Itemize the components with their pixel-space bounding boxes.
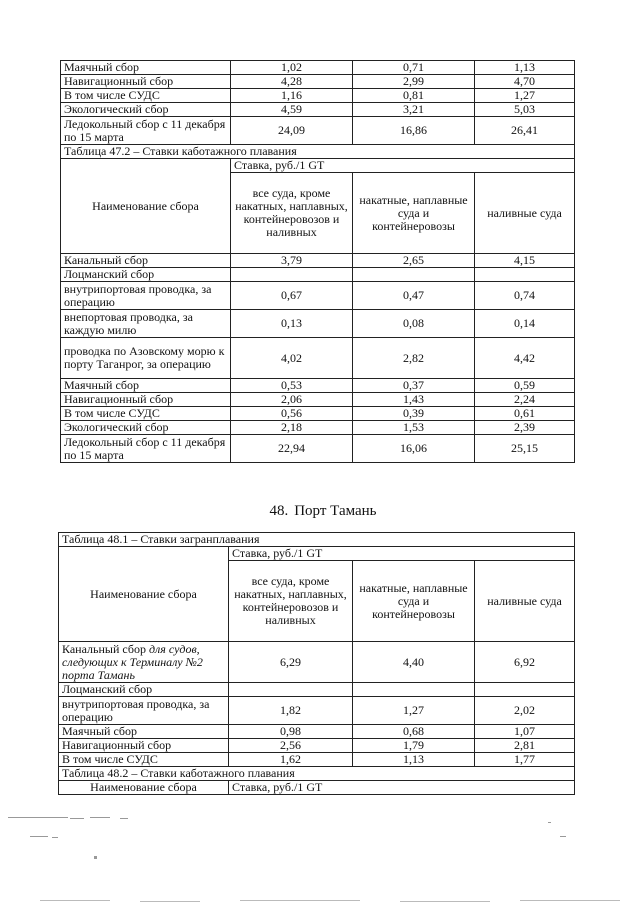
rate-value: 2,99 [353, 75, 475, 89]
rate-value: 1,02 [231, 61, 353, 75]
column-header-rate: Ставка, руб./1 GT [229, 547, 575, 561]
column-header-name: Наименование сбора [61, 159, 231, 254]
column-header-rate: Ставка, руб./1 GT [231, 159, 575, 173]
rate-value: 1,27 [475, 89, 575, 103]
rate-value: 1,16 [231, 89, 353, 103]
rate-value: 0,74 [475, 282, 575, 310]
rate-value: 22,94 [231, 435, 353, 463]
fee-name: проводка по Азовскому морю к порту Таганрог, за операцию [61, 338, 231, 379]
rate-value: 2,39 [475, 421, 575, 435]
rate-value: 2,65 [353, 254, 475, 268]
rate-value: 2,06 [231, 393, 353, 407]
rate-value: 1,13 [353, 753, 475, 767]
fee-name: Навигационный сбор [59, 739, 229, 753]
column-header-all-vessels: все суда, кроме накатных, наплавных, контейнеровозов и наливных [231, 173, 353, 254]
fee-name: Маячный сбор [61, 379, 231, 393]
fee-name: Канальный сбор [61, 254, 231, 268]
rate-value: 0,13 [231, 310, 353, 338]
rate-value: 2,56 [229, 739, 353, 753]
table-caption: Таблица 48.1 – Ставки загранплавания [59, 533, 575, 547]
fee-name: Лоцманский сбор [59, 683, 229, 697]
rate-value: 4,59 [231, 103, 353, 117]
rate-value: 1,79 [353, 739, 475, 753]
rate-value: 1,43 [353, 393, 475, 407]
fee-name: Экологический сбор [61, 103, 231, 117]
fee-name: внутрипортовая проводка, за операцию [59, 697, 229, 725]
rate-value: 3,79 [231, 254, 353, 268]
fee-name: Лоцманский сбор [61, 268, 231, 282]
fee-name: Ледокольный сбор с 11 декабря по 15 марта [61, 435, 231, 463]
rate-value: 0,14 [475, 310, 575, 338]
rate-value: 0,37 [353, 379, 475, 393]
rate-value: 1,13 [475, 61, 575, 75]
rate-value: 0,61 [475, 407, 575, 421]
rate-value: 6,29 [229, 642, 353, 683]
rate-value: 26,41 [475, 117, 575, 145]
rate-value: 4,28 [231, 75, 353, 89]
column-header-all-vessels: все суда, кроме накатных, наплавных, контейнеровозов и наливных [229, 561, 353, 642]
rate-value: 1,07 [475, 725, 575, 739]
rate-value: 0,98 [229, 725, 353, 739]
column-header-roro-container: накатные, наплавные суда и контейнеровозы [353, 173, 475, 254]
table-caption: Таблица 48.2 – Ставки каботажного плавания [59, 767, 575, 781]
rate-value: 2,18 [231, 421, 353, 435]
rate-value: 4,40 [353, 642, 475, 683]
rate-value: 16,06 [353, 435, 475, 463]
rate-value: 6,92 [475, 642, 575, 683]
rate-value: 0,53 [231, 379, 353, 393]
fee-name-text: Канальный сбор [62, 641, 146, 656]
rate-value: 0,39 [353, 407, 475, 421]
rate-value: 4,15 [475, 254, 575, 268]
rate-value: 0,68 [353, 725, 475, 739]
column-header-name: Наименование сбора [59, 781, 229, 795]
fee-name: внутрипортовая проводка, за операцию [61, 282, 231, 310]
rate-value: 1,82 [229, 697, 353, 725]
section-number: 48. [269, 503, 289, 519]
fee-name: В том числе СУДС [61, 407, 231, 421]
rate-value: 0,59 [475, 379, 575, 393]
column-header-name: Наименование сбора [59, 547, 229, 642]
rate-value: 1,27 [353, 697, 475, 725]
column-header-rate: Ставка, руб./1 GT [229, 781, 575, 795]
column-header-tankers: наливные суда [475, 561, 575, 642]
fee-name: Экологический сбор [61, 421, 231, 435]
rate-value: 2,81 [475, 739, 575, 753]
column-header-roro-container: накатные, наплавные суда и контейнеровозы [353, 561, 475, 642]
rate-value: 2,82 [353, 338, 475, 379]
rate-value: 3,21 [353, 103, 475, 117]
rate-value: 0,56 [231, 407, 353, 421]
fee-name: Навигационный сбор [61, 75, 231, 89]
rate-value: 1,77 [475, 753, 575, 767]
rate-value: 1,53 [353, 421, 475, 435]
rate-value: 0,71 [353, 61, 475, 75]
fee-name: Навигационный сбор [61, 393, 231, 407]
fee-name: В том числе СУДС [61, 89, 231, 103]
rate-value: 4,42 [475, 338, 575, 379]
fee-name: В том числе СУДС [59, 753, 229, 767]
rate-value: 0,47 [353, 282, 475, 310]
rate-value: 5,03 [475, 103, 575, 117]
rate-value: 4,02 [231, 338, 353, 379]
rate-value: 2,24 [475, 393, 575, 407]
fee-note: для судов, следующих к Терминалу №2 порта Тамань [62, 641, 203, 682]
rate-value: 25,15 [475, 435, 575, 463]
rate-value: 0,67 [231, 282, 353, 310]
rate-value: 0,08 [353, 310, 475, 338]
rate-value: 24,09 [231, 117, 353, 145]
section-title: Порт Тамань [294, 503, 377, 519]
rate-value: 2,02 [475, 697, 575, 725]
rate-value: 16,86 [353, 117, 475, 145]
fee-name: Ледокольный сбор с 11 декабря по 15 марта [61, 117, 231, 145]
column-header-tankers: наливные суда [475, 173, 575, 254]
rate-value: 4,70 [475, 75, 575, 89]
rate-value: 1,62 [229, 753, 353, 767]
fee-name: внепортовая проводка, за каждую милю [61, 310, 231, 338]
rate-value: 0,81 [353, 89, 475, 103]
fee-name: Маячный сбор [59, 725, 229, 739]
fee-name: Маячный сбор [61, 61, 231, 75]
table-caption: Таблица 47.2 – Ставки каботажного плавания [61, 145, 575, 159]
